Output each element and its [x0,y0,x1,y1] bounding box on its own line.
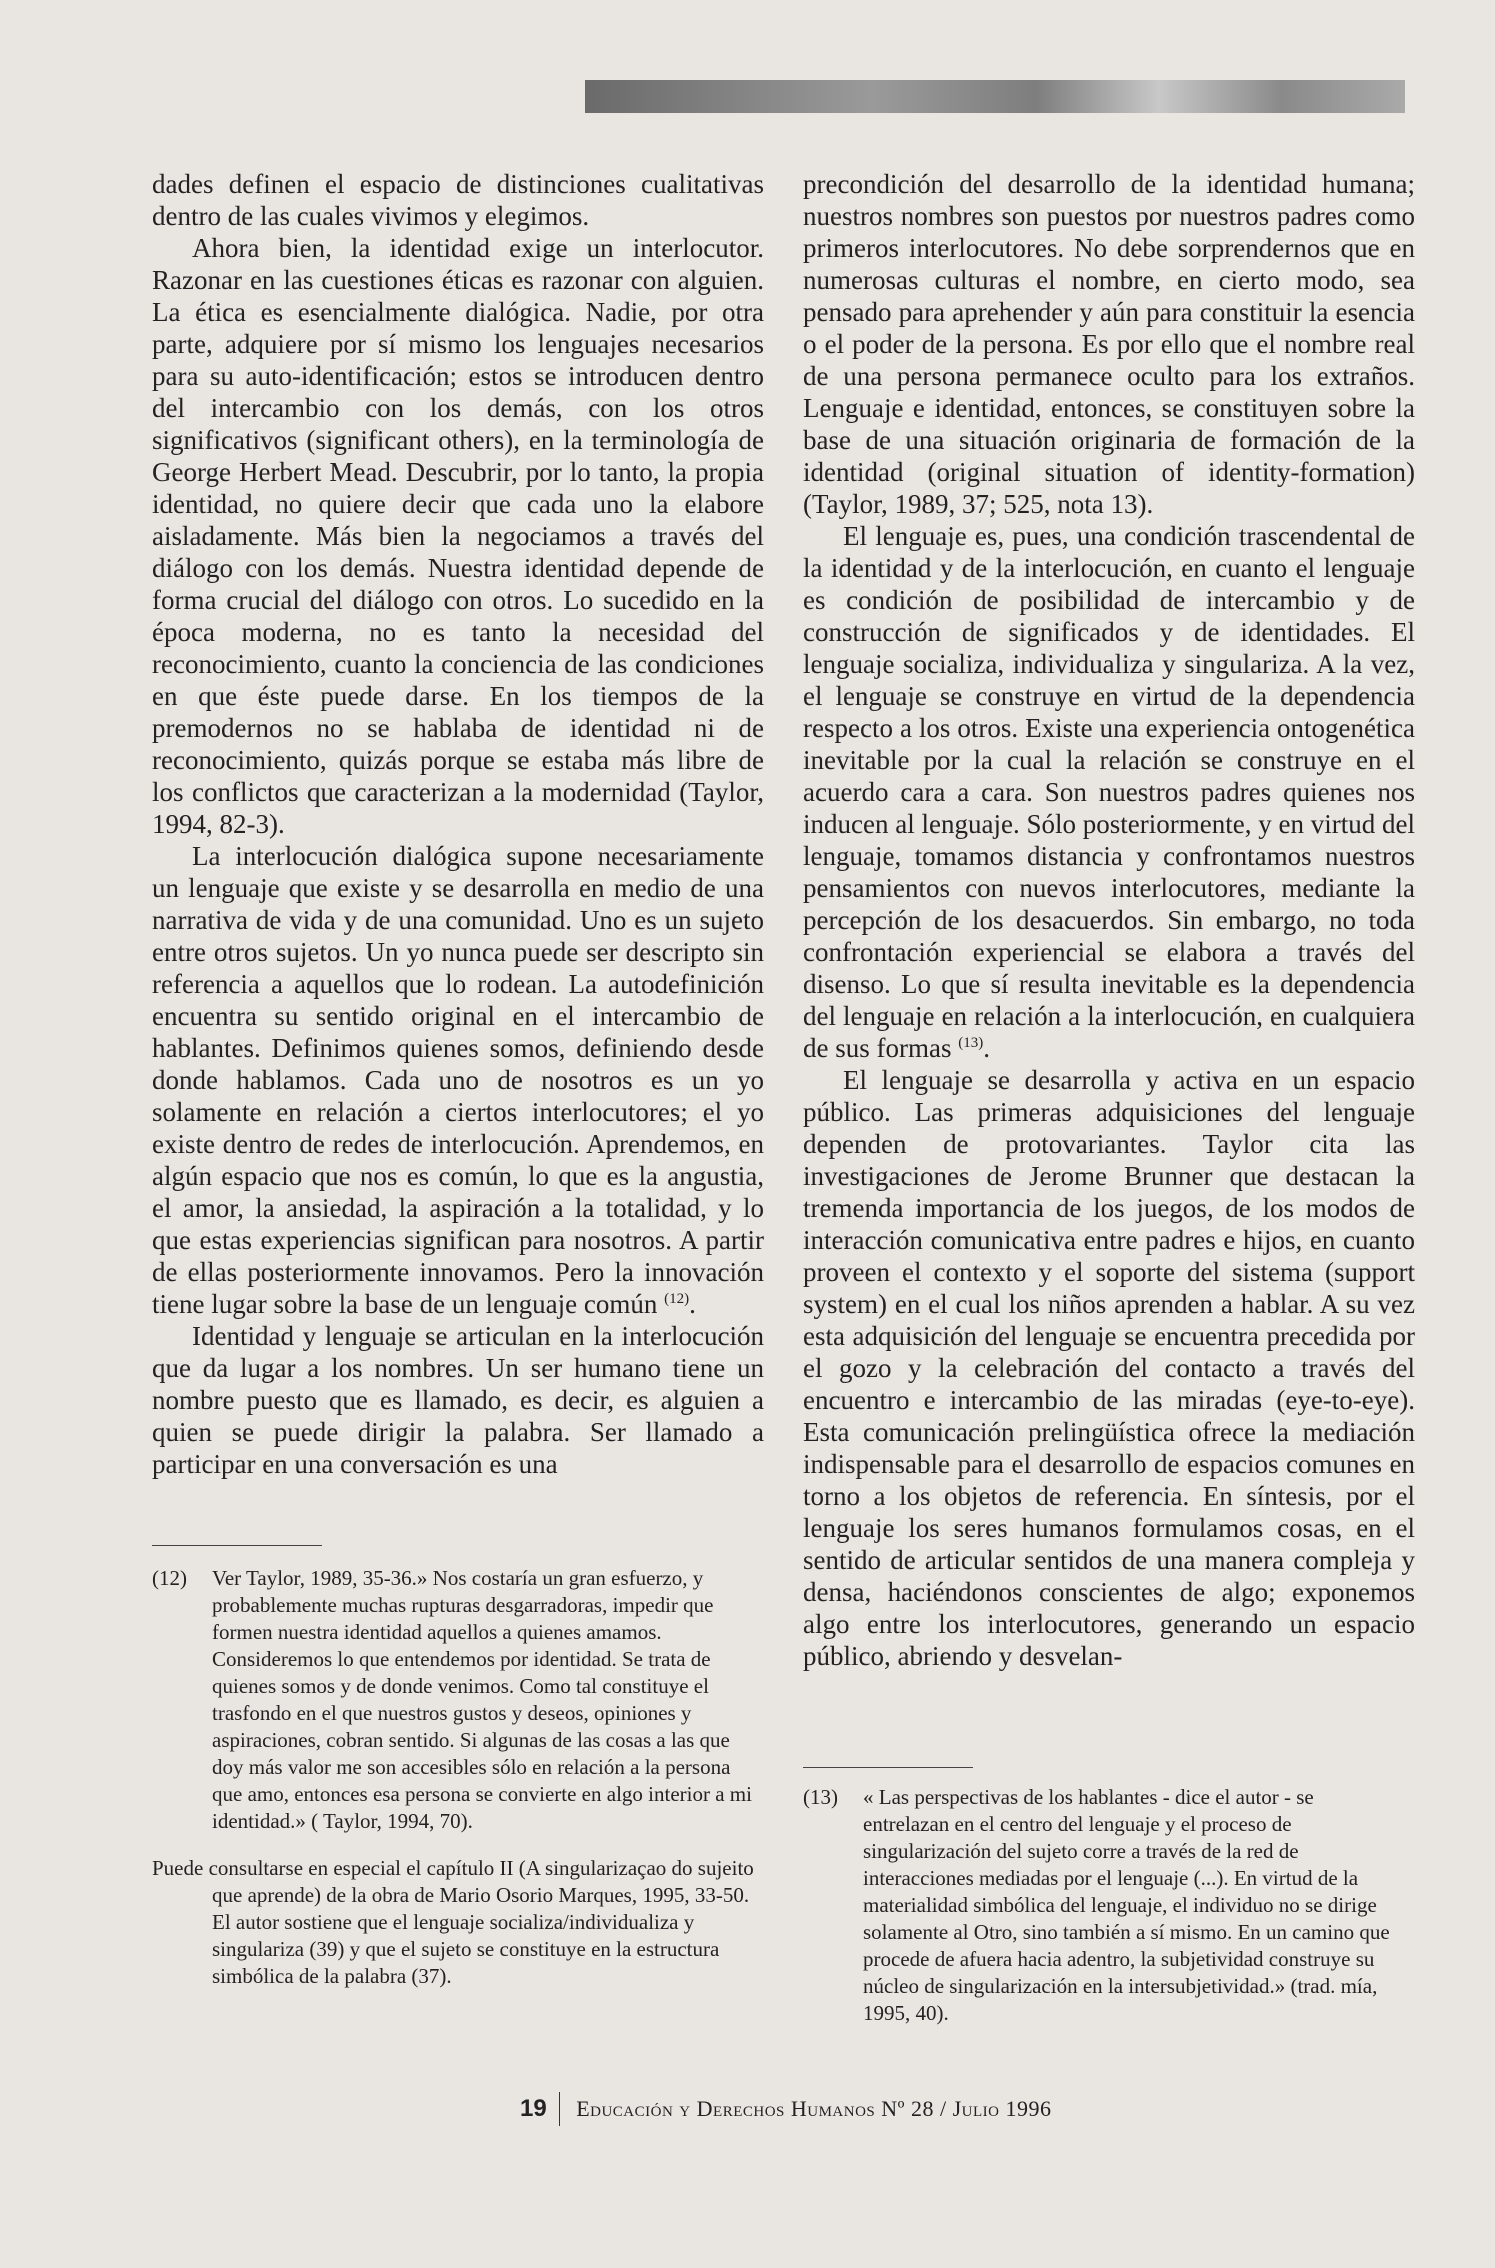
paragraph [803,520,1415,1064]
right-column [803,168,1415,1672]
footnote-number: (13) [803,1785,838,1809]
footnote-ref-13: (13) [958,1035,984,1051]
paragraph: Ahora bien, la identidad exige un interlocutor. Razonar en las cuestiones éticas es razonar con alguien. La ética es esencialmente dialógica. Nadie, por otra parte, adquiere por sí mismo los lenguajes necesarios para su auto-identificación; estos se introducen dentro del intercambio con los demás, con los otros significativos (significant others), en la terminología de George Herbert Mead. Descubrir, por lo tanto, la propia identidad, no quiere decir que cada uno la elabore aisladamente. Más bien la negociamos a través del diálogo con los demás. Nuestra identidad depende de forma crucial del diálogo con otros. Lo sucedido en la época moderna, no es tanto la necesidad del reconocimiento, cuanto la conciencia de las condiciones en que éste puede darse. En los tiempos de la premodernos no se hablaba de identidad ni de reconocimiento, quizás porque se estaba más libre de los conflictos que caracterizan a la modernidad (Taylor, 1994, 82-3). [152,233,764,839]
footnote-12 [152,1565,764,1990]
paragraph: dades definen el espacio de distinciones cualitativas dentro de las cuales vivimos y elegimos. [152,169,764,231]
footnote-ref-12: (12) [664,1291,690,1307]
footnote-13 [803,1784,1403,2027]
footnote-text: Ver Taylor, 1989, 35-36.» Nos costaría un gran esfuerzo, y probablemente muchas rupturas desgarradoras, impedir que formen nuestra identidad aquellos a quienes amamos. Consideremos lo que entendemos por identidad. Se trata de quienes somos y de donde venimos. Como tal constituye el trasfondo en el que nuestros gustos y deseos, opiniones y aspiraciones, cobran sentido. Si algunas de las cosas a las que doy más valor me son accesibles sólo en relación a la persona que amo, entonces esa persona se convierte en algo interior a mi identidad.» ( Taylor, 1994, 70). [212,1566,752,1833]
journal-title: Educación y Derechos Humanos Nº 28 / Julio 1996 [576,2096,1052,2121]
paragraph [152,840,764,1320]
header-decorative-bar [585,80,1405,113]
footnote-text: « Las perspectivas de los hablantes - dice el autor - se entrelazan en el centro del lenguaje y el proceso de singularización del sujeto corre a través de la red de interacciones mediadas por el lenguaje (...). En virtud de la materialidad simbólica del lenguaje, el individuo no se dirige solamente al Otro, sino también a sí mismo. En un camino que procede de afuera hacia adentro, la subjetividad construye su núcleo de singularización en la intersubjetividad.» (trad. mía, 1995, 40). [863,1785,1390,2025]
footnote-extra: Puede consultarse en especial el capítulo II (A singularizaçao do sujeito que aprende) de la obra de Mario Osorio Marques, 1995, 33-50. El autor sostiene que el lenguaje socializa/individualiza y singulariza (39) y que el sujeto se constituye en la estructura simbólica de la palabra (37). [152,1856,754,1988]
left-column [152,168,764,1480]
page-number: 19 [520,2095,547,2122]
paragraph: Identidad y lenguaje se articulan en la interlocución que da lugar a los nombres. Un ser humano tiene un nombre puesto que es llamado, es decir, es alguien a quien se puede dirigir la palabra. Ser llamado a participar en una conversación es una [152,1321,764,1479]
paragraph-end: . [689,1289,696,1319]
footnote-separator [152,1545,322,1546]
paragraph-text: La interlocución dialógica supone necesariamente un lenguaje que existe y se desarrolla en medio de una narrativa de vida y de una comunidad. Uno es un sujeto entre otros sujetos. Un yo nunca puede ser descripto sin referencia a aquellos que lo rodean. La autodefinición encuentra su sentido original en el intercambio de hablantes. Definimos quienes somos, definiendo desde donde hablamos. Cada uno de nosotros es un yo solamente en relación a ciertos interlocutores; el yo existe dentro de redes de interlocución. Aprendemos, en algún espacio que nos es común, lo que es la angustia, el amor, la ansiedad, la aspiración a la totalidad, y lo que estas experiencias significan para nosotros. A partir de ellas posteriormente innovamos. Pero la innovación tiene lugar sobre la base de un lenguaje común [152,841,764,1319]
footer-divider [559,2092,561,2126]
paragraph: precondición del desarrollo de la identidad humana; nuestros nombres son puestos por nuestros padres como primeros interlocutores. No debe sorprendernos que en numerosas culturas el nombre, en cierto modo, sea pensado para aprehender y aún para constituir la esencia o el poder de la persona. Es por ello que el nombre real de una persona permanece oculto para los extraños. Lenguaje e identidad, entonces, se constituyen sobre la base de una situación originaria de formación de la identidad (original situation of identity-formation) (Taylor, 1989, 37; 525, nota 13). [803,169,1415,519]
paragraph-end: . [983,1033,990,1063]
paragraph: El lenguaje se desarrolla y activa en un espacio público. Las primeras adquisiciones del lenguaje dependen de protovariantes. Taylor cita las investigaciones de Jerome Brunner que destacan la tremenda importancia de los juegos, de los modos de interacción comunicativa entre padres e hijos, en cuanto proveen el contexto y el soporte del sistema (support system) en el cual los niños aprenden a hablar. A su vez esta adquisición del lenguaje se encuentra precedida por el gozo y la celebración del contacto a través del encuentro e intercambio de las miradas (eye-to-eye). Esta comunicación prelingüística ofrece la mediación indispensable para el desarrollo de espacios comunes en torno a los objetos de referencia. En síntesis, por el lenguaje los seres humanos formulamos cosas, en el sentido de articular sentidos de una manera compleja y densa, haciéndonos conscientes de algo; exponemos algo entre los interlocutores, generando un espacio público, abriendo y desvelan- [803,1065,1415,1671]
footnote-separator [803,1767,973,1768]
page-footer [520,2092,1220,2126]
paragraph-text: El lenguaje es, pues, una condición trascendental de la identidad y de la interlocución, en cuanto el lenguaje es condición de posibilidad de intercambio y de construcción de significados y de identidades. El lenguaje socializa, individualiza y singulariza. A la vez, el lenguaje se construye en virtud de la dependencia respecto a los otros. Existe una experiencia ontogenética inevitable por la cual la relación se construye en el acuerdo cara a cara. Son nuestros padres quienes nos inducen al lenguaje. Sólo posteriormente, y en virtud del lenguaje, tomamos distancia y confrontamos nuestros pensamientos con nuevos interlocutores, mediante la percepción de los desacuerdos. Sin embargo, no toda confrontación experiencial se elabora a través del disenso. Lo que sí resulta inevitable es la dependencia del lenguaje en relación a la interlocución, en cualquiera de sus formas [803,521,1415,1063]
footnote-number: (12) [152,1566,187,1590]
